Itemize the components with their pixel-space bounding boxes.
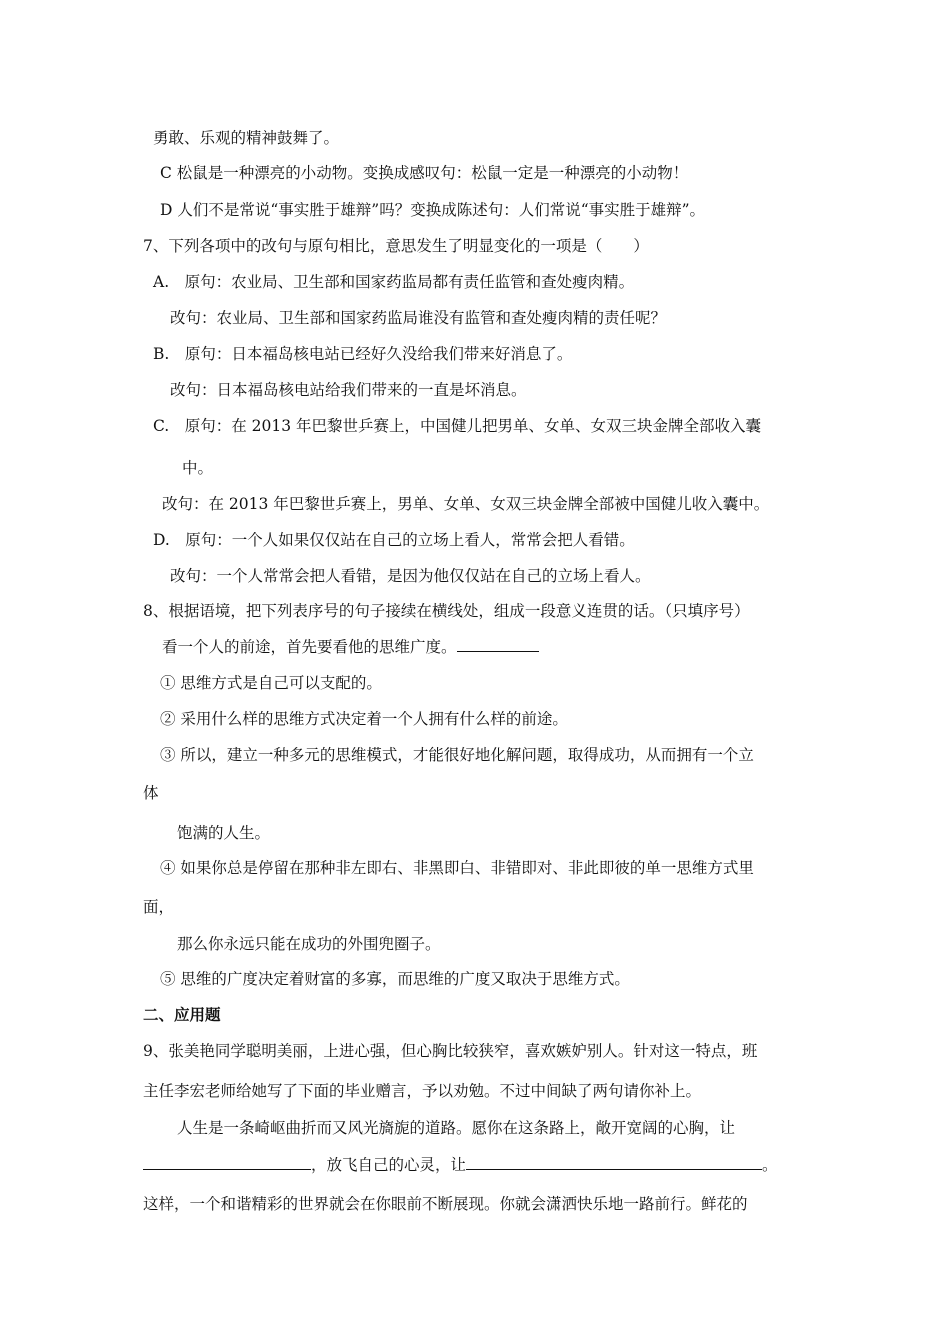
q8-item-5: ⑤ 思维的广度决定着财富的多寡，而思维的广度又取决于思维方式。 — [160, 970, 630, 988]
q8-context — [162, 637, 539, 657]
question-7-stem: 7、下列各项中的改句与原句相比，意思发生了明显变化的一项是（ ） — [143, 237, 649, 255]
q8-item-3-cont: 体 — [143, 784, 159, 802]
question-8-stem: 8、根据语境，把下列表序号的句子接续在横线处，组成一段意义连贯的话。（只填序号） — [143, 602, 750, 620]
q7-option-c-original-cont: 中。 — [182, 459, 214, 477]
q7-option-c-revised: 改句：在 2013 年巴黎世乒赛上，男单、女单、女双三块金牌全部被中国健儿收入囊中。 — [162, 495, 770, 513]
q8-item-1: ① 思维方式是自己可以支配的。 — [160, 674, 382, 692]
q8-item-4-cont-2: 那么你永远只能在成功的外围兜圈子。 — [177, 935, 441, 953]
q7-option-c-original: C. 原句：在 2013 年巴黎世乒赛上，中国健儿把男单、女单、女双三块金牌全部收入囊 — [153, 417, 762, 435]
q9-fill-text-1: ，放飞自己的心灵，让 — [311, 1156, 467, 1174]
q9-fill-text-2: 。 — [762, 1156, 778, 1174]
question-9-stem-cont: 主任李宏老师给她写了下面的毕业赠言，予以劝勉。不过中间缺了两句请你补上。 — [143, 1082, 702, 1100]
q9-fill-line — [143, 1155, 778, 1175]
q8-item-4-cont: 面， — [143, 898, 175, 916]
question-9-stem: 9、张美艳同学聪明美丽，上进心强，但心胸比较狭窄，喜欢嫉妒别人。针对这一特点，班 — [143, 1042, 758, 1060]
q9-answer-blank-1[interactable] — [143, 1155, 311, 1170]
q8-item-3: ③ 所以，建立一种多元的思维模式，才能很好地化解问题，取得成功，从而拥有一个立 — [160, 746, 754, 764]
option-c-line: C 松鼠是一种漂亮的小动物。变换成感叹句：松鼠一定是一种漂亮的小动物！ — [160, 164, 689, 182]
text-line: 勇敢、乐观的精神鼓舞了。 — [153, 129, 340, 147]
q7-option-b-revised: 改句：日本福岛核电站给我们带来的一直是坏消息。 — [170, 381, 527, 399]
q7-option-b-original: B. 原句：日本福岛核电站已经好久没给我们带来好消息了。 — [153, 345, 573, 363]
q7-option-d-original: D. 原句：一个人如果仅仅站在自己的立场上看人，常常会把人看错。 — [153, 531, 635, 549]
q8-item-2: ② 采用什么样的思维方式决定着一个人拥有什么样的前途。 — [160, 710, 568, 728]
q7-option-a-original: A. 原句：农业局、卫生部和国家药监局都有责任监管和查处瘦肉精。 — [153, 273, 635, 291]
q9-answer-blank-2[interactable] — [466, 1155, 762, 1170]
q9-passage-line: 人生是一条崎岖曲折而又风光旖旎的道路。愿你在这条路上，敞开宽阔的心胸，让 — [177, 1119, 736, 1137]
q7-option-a-revised: 改句：农业局、卫生部和国家药监局谁没有监管和查处瘦肉精的责任呢？ — [170, 309, 667, 327]
q8-answer-blank[interactable] — [457, 637, 539, 652]
q8-item-4: ④ 如果你总是停留在那种非左即右、非黑即白、非错即对、非此即彼的单一思维方式里 — [160, 859, 754, 877]
section-heading: 二、应用题 — [143, 1006, 221, 1024]
q9-passage-line-2: 这样，一个和谐精彩的世界就会在你眼前不断展现。你就会潇洒快乐地一路前行。鲜花的 — [143, 1195, 748, 1213]
q8-item-3-cont-2: 饱满的人生。 — [177, 824, 271, 842]
option-d-line: D 人们不是常说“事实胜于雄辩”吗？变换成陈述句：人们常说“事实胜于雄辩”。 — [160, 201, 706, 219]
q8-context-text: 看一个人的前途，首先要看他的思维广度。 — [162, 638, 457, 656]
q7-option-d-revised: 改句：一个人常常会把人看错，是因为他仅仅站在自己的立场上看人。 — [170, 567, 651, 585]
